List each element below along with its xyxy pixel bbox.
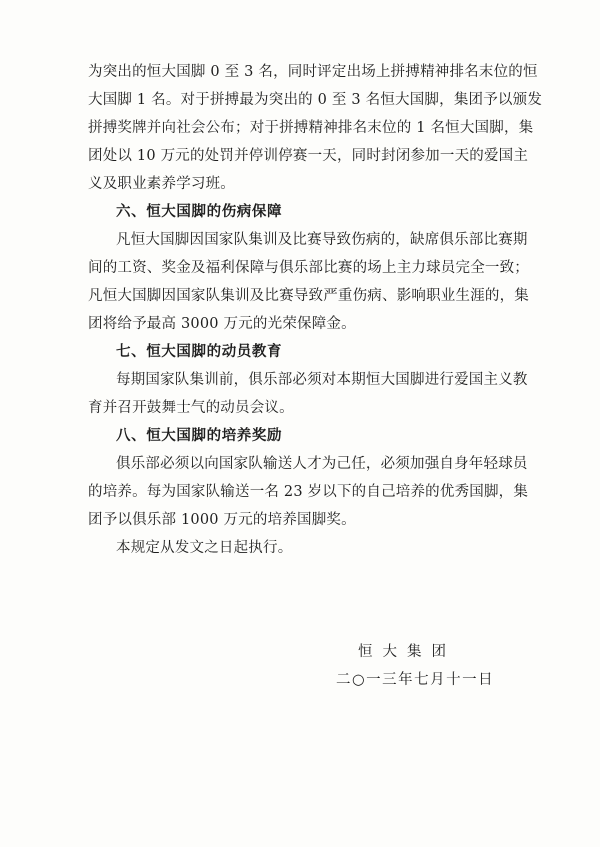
section-7-line: 每期国家队集训前，俱乐部必须对本期恒大国脚进行爱国主义教 bbox=[116, 372, 528, 388]
section-8-line: 的培养。每为国家队输送一名 23 岁以下的自己培养的优秀国脚，集 bbox=[88, 484, 529, 500]
section-8-line: 俱乐部必须以向国家队输送人才为己任，必须加强自身年轻球员 bbox=[116, 456, 528, 472]
section-8-heading: 八、恒大国脚的培养奖励 bbox=[116, 427, 283, 444]
body-line: 拼搏奖牌并向社会公布；对于拼搏精神排名末位的 1 名恒大国脚，集 bbox=[88, 120, 534, 136]
issue-date: 二○一三年七月十一日 bbox=[336, 672, 495, 688]
section-7-line: 育并召开鼓舞士气的动员会议。 bbox=[88, 400, 294, 416]
closing-statement: 本规定从发文之日起执行。 bbox=[116, 540, 293, 556]
body-line: 大国脚 1 名。对于拼搏最为突出的 0 至 3 名恒大国脚，集团予以颁发 bbox=[88, 92, 543, 108]
section-6-line: 间的工资、奖金及福利保障与俱乐部比赛的场上主力球员完全一致； bbox=[88, 260, 529, 276]
section-6-line: 凡恒大国脚因国家队集训及比赛导致伤病的，缺席俱乐部比赛期 bbox=[116, 232, 528, 248]
body-line: 团处以 10 万元的处罚并停训停赛一天，同时封闭参加一天的爱国主 bbox=[88, 148, 529, 164]
issuing-organization: 恒大集团 bbox=[358, 644, 456, 660]
section-6-line: 凡恒大国脚因国家队集训及比赛导致严重伤病、影响职业生涯的，集 bbox=[88, 288, 529, 304]
section-7-heading: 七、恒大国脚的动员教育 bbox=[116, 343, 283, 360]
body-line: 义及职业素养学习班。 bbox=[88, 176, 235, 192]
section-6-line: 团将给予最高 3000 万元的光荣保障金。 bbox=[88, 316, 356, 332]
section-8-line: 团予以俱乐部 1000 万元的培养国脚奖。 bbox=[88, 512, 356, 528]
body-line: 为突出的恒大国脚 0 至 3 名，同时评定出场上拼搏精神排名末位的恒 bbox=[88, 64, 538, 80]
section-6-heading: 六、恒大国脚的伤病保障 bbox=[116, 203, 283, 220]
